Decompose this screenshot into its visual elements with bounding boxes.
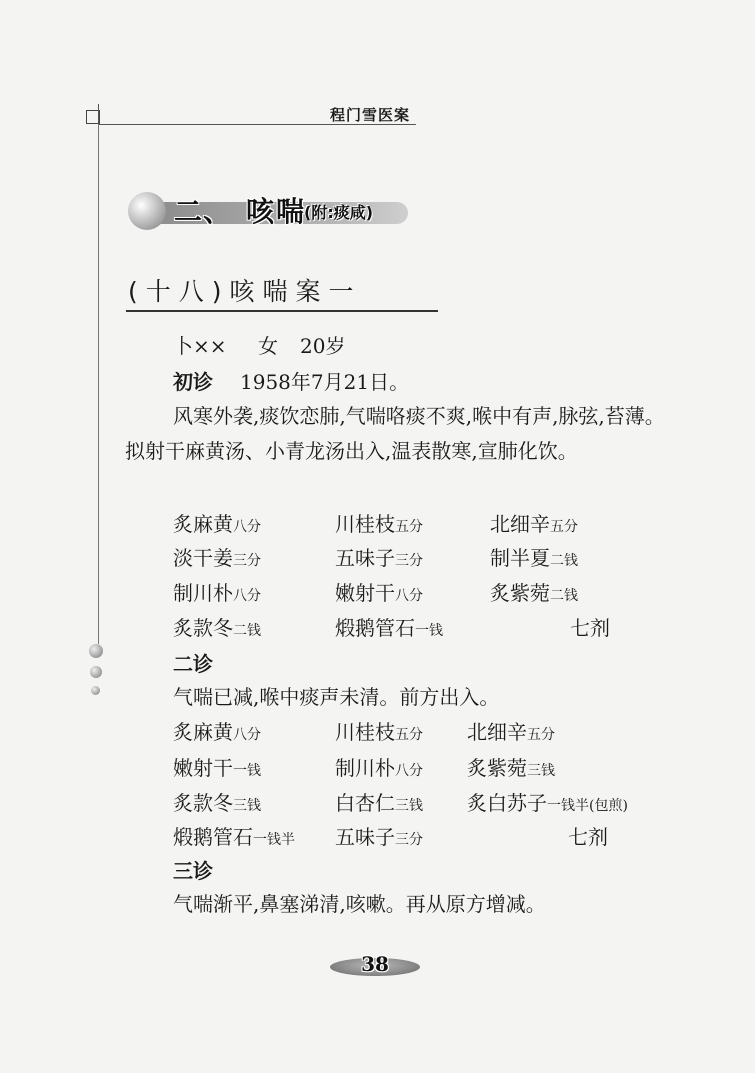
herb-name: 煅鹅管石 <box>173 825 253 849</box>
herb-item <box>335 577 423 606</box>
herb-name: 炙款冬 <box>173 616 233 640</box>
herb-dose: 五分 <box>395 519 423 535</box>
herb-item <box>173 577 261 606</box>
patient-sex: 女 <box>258 334 278 358</box>
herb-name: 炙白苏子 <box>467 791 547 815</box>
herb-item <box>467 752 555 781</box>
herb-dose: 三钱 <box>233 798 261 814</box>
herb-item <box>335 612 443 641</box>
herb-dose: 二钱 <box>233 623 261 639</box>
herb-item <box>173 508 261 537</box>
herb-item <box>490 577 578 606</box>
margin-dot <box>90 666 102 678</box>
visit3-label: 三诊 <box>173 859 213 883</box>
herb-name: 嫩射干 <box>335 581 395 605</box>
visit2-dose-count: 七剂 <box>568 825 608 849</box>
herb-name: 五味子 <box>335 825 395 849</box>
herb-name: 北细辛 <box>467 720 527 744</box>
herb-dose: 一钱半 <box>253 832 295 848</box>
herb-item <box>467 787 628 816</box>
herb-note: (包煎) <box>589 798 628 814</box>
herb-item <box>173 716 261 745</box>
herb-item <box>490 542 578 571</box>
herb-item <box>173 821 295 850</box>
section-banner <box>128 190 413 230</box>
left-margin-rule <box>98 124 99 644</box>
herb-name: 北细辛 <box>490 512 550 536</box>
herb-dose: 八分 <box>395 763 423 779</box>
visit1-date: 1958年7月21日。 <box>240 370 410 394</box>
herb-item <box>467 716 555 745</box>
herb-item <box>490 508 578 537</box>
herb-name: 制川朴 <box>335 756 395 780</box>
patient-name: 卜×× <box>173 334 227 358</box>
herb-name: 炙紫菀 <box>490 581 550 605</box>
herb-name: 川桂枝 <box>335 720 395 744</box>
herb-name: 制川朴 <box>173 581 233 605</box>
herb-dose: 八分 <box>233 588 261 604</box>
visit1-label: 初诊 <box>173 370 213 394</box>
herb-dose: 一钱半 <box>547 798 589 814</box>
herb-dose: 三钱 <box>527 763 555 779</box>
herb-name: 嫩射干 <box>173 756 233 780</box>
herb-dose: 八分 <box>395 588 423 604</box>
herb-item <box>335 508 423 537</box>
herb-item <box>335 716 423 745</box>
herb-item <box>335 752 423 781</box>
herb-dose: 三分 <box>395 553 423 569</box>
banner-ball-icon <box>128 192 166 230</box>
herb-dose: 八分 <box>233 727 261 743</box>
herb-dose: 五分 <box>527 727 555 743</box>
page-number-badge <box>330 952 420 978</box>
herb-item <box>173 787 261 816</box>
herb-dose: 二钱 <box>550 553 578 569</box>
case-title-rule <box>126 310 438 312</box>
herb-item <box>335 787 423 816</box>
visit1-dose-count: 七剂 <box>570 616 610 640</box>
herb-dose: 五分 <box>550 519 578 535</box>
page-number: 38 <box>361 952 389 976</box>
herb-item <box>335 821 423 850</box>
section-subtitle: (附:痰咸) <box>304 203 374 222</box>
herb-name: 炙麻黄 <box>173 720 233 744</box>
herb-dose: 三钱 <box>395 798 423 814</box>
visit2-label: 二诊 <box>173 652 213 676</box>
visit3-text: 气喘渐平,鼻塞涕清,咳嗽。再从原方增减。 <box>173 892 546 916</box>
herb-name: 制半夏 <box>490 546 550 570</box>
herb-name: 川桂枝 <box>335 512 395 536</box>
herb-name: 炙麻黄 <box>173 512 233 536</box>
herb-dose: 八分 <box>233 519 261 535</box>
herb-name: 煅鹅管石 <box>335 616 415 640</box>
margin-dot <box>91 686 100 695</box>
herb-item <box>335 542 423 571</box>
herb-name: 炙款冬 <box>173 791 233 815</box>
header-vertical-rule <box>98 104 99 124</box>
case-title: (十八)咳喘案一 <box>128 277 362 306</box>
section-number: 二、 <box>174 195 233 228</box>
herb-item <box>173 612 261 641</box>
herb-name: 淡干姜 <box>173 546 233 570</box>
margin-dot <box>89 644 103 658</box>
herb-dose: 三分 <box>395 832 423 848</box>
herb-name: 五味子 <box>335 546 395 570</box>
herb-dose: 一钱 <box>233 763 261 779</box>
margin-dots <box>88 644 102 704</box>
herb-dose: 一钱 <box>415 623 443 639</box>
herb-dose: 二钱 <box>550 588 578 604</box>
herb-name: 炙紫菀 <box>467 756 527 780</box>
running-header-title: 程门雪医案 <box>330 106 411 124</box>
herb-dose: 五分 <box>395 727 423 743</box>
herb-name: 白杏仁 <box>335 791 395 815</box>
patient-age: 20岁 <box>300 334 346 358</box>
herb-item <box>173 752 261 781</box>
visit1-text: 风寒外袭,痰饮恋肺,气喘咯痰不爽,喉中有声,脉弦,苔薄。拟射干麻黄汤、小青龙汤出入,温表散寒,宣肺化饮。 <box>125 404 665 463</box>
visit2-text: 气喘已减,喉中痰声未清。前方出入。 <box>173 685 500 709</box>
herb-item <box>173 542 261 571</box>
section-title: 咳喘 <box>246 195 307 228</box>
herb-dose: 三分 <box>233 553 261 569</box>
